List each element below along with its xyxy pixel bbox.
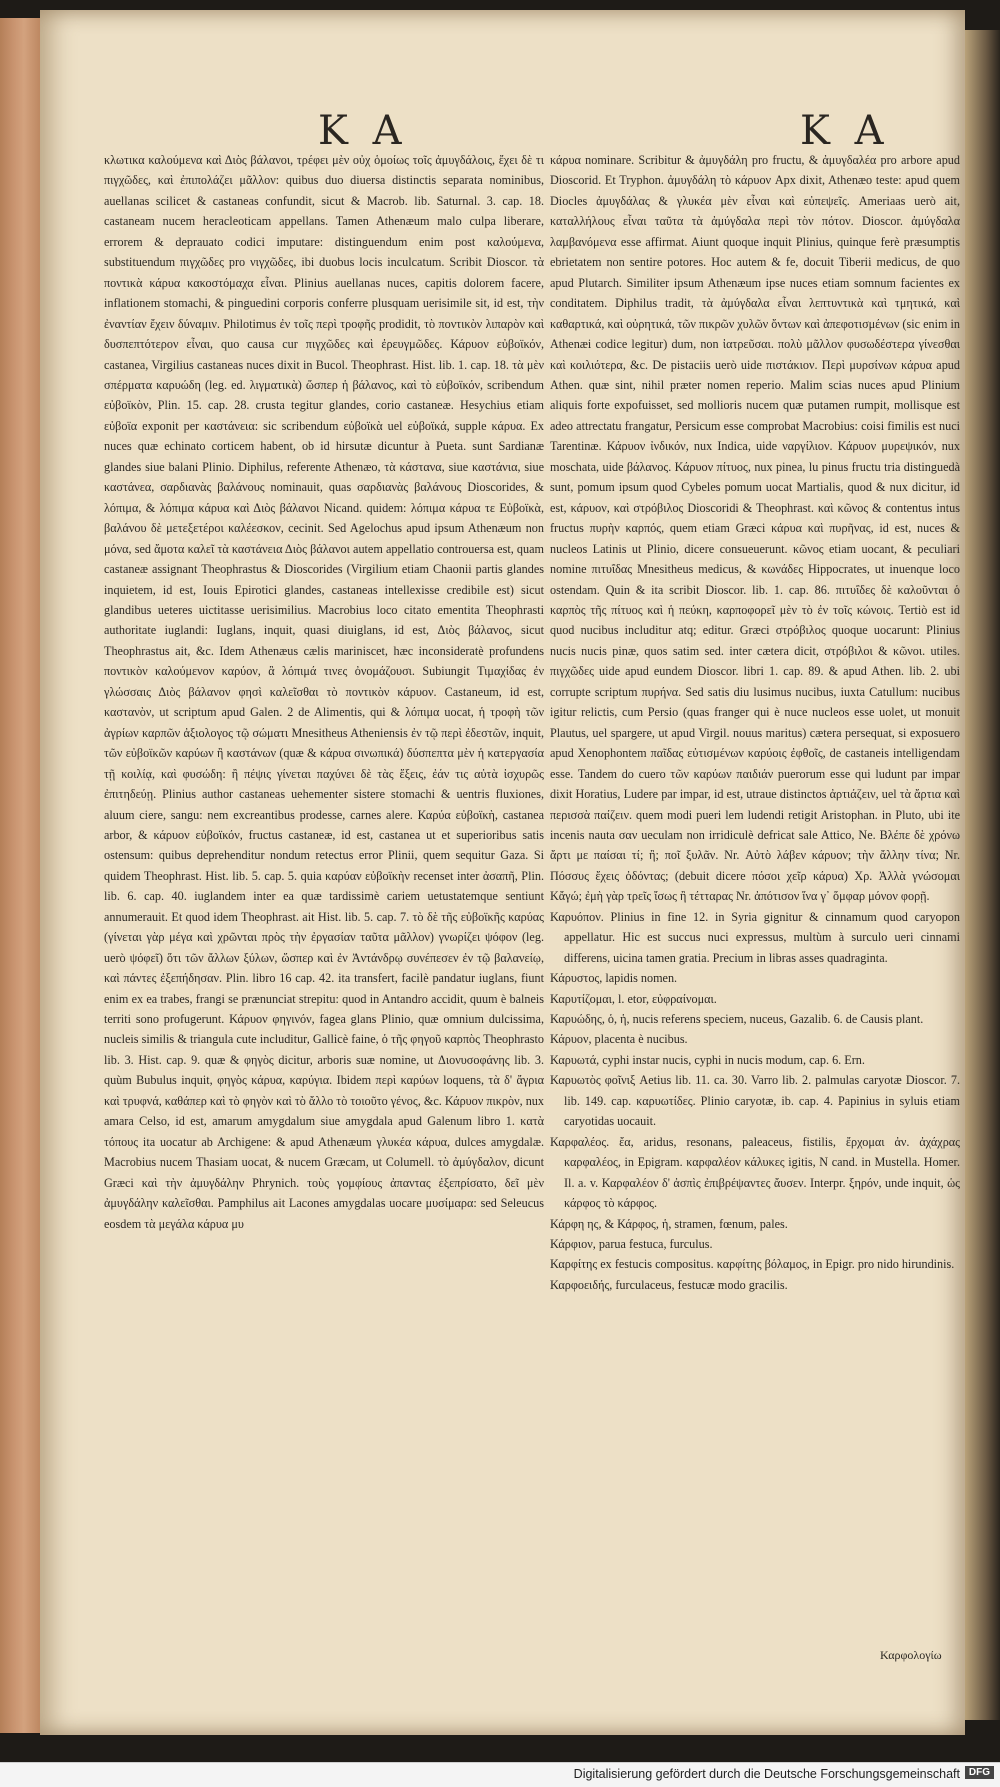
dictionary-entry: Κάρυον, placenta è nucibus. bbox=[550, 1032, 688, 1047]
dictionary-entry: Καρυωτὸς φοῖνιξ Aetius lib. 11. ca. 30. Varro lib. 2. palmulas caryotæ Dioscor. 7. lib. 149. cap. καρυωτίδες. Plinio caryotæ, ib. cap. 4. Papinius in syluis etiam caryotidas uocauit. bbox=[550, 1073, 960, 1129]
page-gutter bbox=[965, 30, 1000, 1720]
dictionary-entry: Καρφοειδής, furculaceus, festucæ modo gracilis. bbox=[550, 1277, 788, 1292]
dictionary-entry: Καρυόπον. Plinius in fine 12. in Syria gignitur & cinnamum quod caryopon appellatur. Hic est succus nuci expressus, multùm à surculo ueri cinnami differens, uicina tamen gratia. Precium in libras asses quadraginta. bbox=[550, 909, 960, 965]
dictionary-entry: Καρυτίζομαι, l. etor, εὐφραίνομαι. bbox=[550, 991, 717, 1006]
book-edge bbox=[0, 18, 42, 1733]
dictionary-entry: Κάρυστος, lapidis nomen. bbox=[550, 971, 678, 986]
running-header-right: K A bbox=[800, 108, 890, 154]
dictionary-entry: Καρυώδης, ὁ, ἡ, nucis referens speciem, nuceus, Gazalib. 6. de Causis plant. bbox=[550, 1012, 924, 1027]
dictionary-entry: Καρφαλέος. ἔα, aridus, resonans, paleaceus, fistilis, ἔρχομαι ἀν. ἀχάχρας καρφαλέος, in Epigram. καρφαλέον κάλυκες igitis, N cand. in Mustella. Homer. Il. a. v. Καρφαλέον δ' ἀσπὶς ἐπιβρέψαντες ἄυσεν. Interpr. ξηρόν, unde inquit, ὡς κάρφος τὸ κάρφος. bbox=[550, 1134, 960, 1211]
right-column-text: κάρυα nominare. Scribitur & ἀμυγδάλη pro fructu, & ἀμυγδαλέα pro arbore apud Dioscorid. Et Tryphon. ἀμυγδάλη τὸ κάρυον Apx dixit, Athenæo teste: apud quem Diocles ἀμυγδάλας & γλυκέα μὲν εἶναι καὶ εὐπεψεῖς. Ameriaas uerò ait, καταλλήλους εἶναι ταῦτα τὰ ἀμύγδαλα περὶ τὸν πότον. Dioscor. ἀμύγδαλα λαμβανόμενα esse affirmat. Aiunt quoque inquit Plinius, quinque ferè præsumptis ebrietatem non sentire potores. Hoc autem & fe, docuit Tiberii medicus, de quo apud Plutarch. Similiter ipsum Athenæum ipse nuces etiam somnum facientes ex conditatem. Diphilus tradit, τὰ ἀμύγδαλα εἶναι λεπτυντικὰ καὶ τμητικά, καὶ καθαρτικά, καὶ οὐρητικά, τῶν πικρῶν χυλῶν ὄντων καὶ ἀπεφοτισμένων (sic enim in Athenæi codice legitur) dum, non ἰατρεῦσαι. πολὺ μᾶλλον φυσωδέστερα γίνεσθαι καὶ κοιλιότερα, &c. De pistaciis uerò uide πιστάκιον. Περὶ μυρσίνων κάρυα apud Athen. quæ sint, nihil præter nomen reperio. Malim scias nuces apud Plinium aliquis forte expofuisset, sed mollioris nucem quæ putamen rumpit, mollisque est adeo attrectatu frangatur, Persicum esse comprobat Macrobius: coisi fimilis est nuci Tarentinæ. Κάρυον ἰνδικόν, nux Indica, uide ναργίλιον. Κάρυον μυρεψικόν, nux moschata, uide βάλανος. Κάρυον πίτυος, nux pinea, lu pinus fructu tria distinguedà sunt, pomum ipsum quod Cybeles pomum uocat Martialis, quod & nux dicitur, id est, κάρυον, καὶ στρόβιλος Dioscoridi & Theophrast. καὶ κῶνος & contentus intus fructus πυρὴν καρπός, quem etiam Græci κάρυα καὶ πυρῆνας, id est, nuces & nucleos Latinis ut Plinio, dicere consueuerunt. κῶνος etiam uocant, & peculiari nomine πιτυΐδας Mnesitheus medicus, & κωνάδες Hippocrates, ut inuenque loco ostendam. Quin & ita scribit Dioscor. lib. 1. cap. 86. πιτυΐδες δὲ καλοῦνται ὁ καρπὸς τῆς πίτυος καὶ ἡ πεύκη, καρποφορεῖ μὲν τὸ ἐν τοῖς κώνοις. Tertiò est id quod nucibus includitur atq; editur. Græci στρόβιλος quoque uocarunt: Plinius nucis nucis pinæ, quos satim sed. inter cætera dicit, στρόβιλοι & κῶνοι. utiles. πιγχῶδες uide apud eundem Dioscor. libri 1. cap. 89. & apud Athen. lib. 2. ubi corrupte scriptum πυρήνα. Sed satis diu lusimus nucibus, iuxta Catullum: nucibus igitur relictis, cum Persio (quas franger qui è nuce nucleos esse uolet, ut monuit Plautus, uel spargere, ut apud Virgil. nouus maritus) cætera persequat, si exposuero apud Xenophontem παῖδας εὐτισμένων καρύοις ἐφθοῖς, de castaneis intelligendam esse. Tandem do cuero τῶν καρύων παιδιάν puerorum esse qui ludunt par impar dixit Horatius, Ludere par impar, id est, utraue distinctos ἀρτιάζειν, uel τὰ ἄρτια καὶ περισσὰ παίζειν. quem modi pueri lem ludendi retigit Aristophan. in Pluto, ubi ite incenis nauta σαν ueculam non irridiculè defricat sale Attico, Ne. Βλέπε δὲ χρόνω ἄρτι με παίσαι τί; ἢ; ποῖ ξυλᾶν. Nr. Αὐτὸ λάβεν κάρυον; τὴν ἄλλην τίνα; Nr. Πόσσυς ἔχεις ὀδόντας; (debuit dicere πόσοι χεῖρ κάρυα) Χρ. Ἀλλὰ γνώσομαι Κἄγώ; ἐμὴ γὰρ τρεῖς ἴσως ἢ τέτταρας Nr. ἀπότισον ἵνα γ᾽ ὅμφαρ μόνον φορῇ. bbox=[550, 153, 960, 904]
dictionary-entry: Καρφίτης ex festucis compositus. καρφίτης βόλαμος, in Epigr. pro nido hirundinis. bbox=[550, 1257, 955, 1272]
right-column bbox=[550, 150, 960, 1295]
funding-credit: Digitalisierung gefördert durch die Deutsche Forschungsgemeinschaft bbox=[573, 1767, 960, 1781]
dictionary-entry: Κάρφιον, parua festuca, furculus. bbox=[550, 1237, 713, 1252]
footer-bar bbox=[0, 1762, 1000, 1787]
left-column bbox=[104, 150, 544, 1234]
dictionary-entry: Καρυωτά, cyphi instar nucis, cyphi in nucis modum, cap. 6. Ern. bbox=[550, 1052, 865, 1067]
catchword: Καρφολογίω bbox=[880, 1648, 942, 1662]
left-column-text: κλωτικα καλούμενα καὶ Διὸς βάλανοι, τρέφει μὲν οὐχ ὁμοίως τοῖς ἀμυγδάλοις, ἔχει δὲ τι πιγχῶδες, καὶ ἐπιπολάζει μᾶλλον: quibus duo diuersa distinctis separata nominibus, auellanas scilicet & castaneas confundit, sicut & Macrob. lib. Saturnal. 3. cap. 18. castaneam nucem heracleoticam appellans. Tamen Athenæum malo culpa liberare, errorem & deprauato codici imputare: distinguendum enim post καλούμενα, substituendum πιγχῶδες pro νιγχῶδες, ibi duobus locis inculcatum. Scribit Dioscor. τὰ ποντικὰ κάρυα κακοστόμαχα εἶναι. Plinius auellanas nuces, capitis dolorem facere, inflationem stomachi, & pinguedini corporis conferre plusquam uerisimile sit, id est, τὴν ἐναντίαν ἔχειν δύναμιν. Philotimus ἐν τοῖς περὶ τροφῆς prodidit, τὸ ποντικὸν λιπαρὸν καὶ δυσπεπτότερον εἶναι, quo causa cur πιγχῶδες καὶ ἐρευγμῶδες. Κάρυον εὐβοϊκόν, castanea, Virgilius castaneas nuces dixit in Bucol. Theophrast. Hist. lib. 1. cap. 18. τὰ μὲν σπέρματα καρυώδη (leg. ed. λιγματικὰ) ὥσπερ ἡ βάλανος, καὶ τὸ εὐβοϊκόν, scribendum εὐβοϊκὸν, Plin. 15. cap. 28. crusta tegitur glandes, corio castaneæ. Hesychius etiam εὐβοϊα exponit per καστάνεια: sic scribendum εὐβοϊκὰ uel εὐβοϊκά, supple κάρυα. Ex nuces quæ echinato corticem habent, ob id hirsutæ dicuntur à Pueta. sunt Sardianæ glandes siue balani Plinio. Diphilus, referente Athenæo, τὰ κάστανα, siue καστάνια, siue καστάνεα, σαρδιανὰς βαλάνους nominauit, quas σαρδιανὰς βαλάνους Dioscorides, & λόπιμα, & λόπιμα κάρυα καὶ Διὸς βάλανοι Nicand. quidem: λόπιμα κάρυα τε Εὐβοϊκὰ, βαλάνου δὲ μετεξετέροι καλέεσκον, cecinit. Sed Agelochus apud ipsum Athenæum non μόνα, sed ἄμοτα καλεῖ τὰ καστάνεια Διὸς βάλανοι autem appellatio controuersa est, quam castaneæ assignant Theophrastus & Dioscorides (Virgilium etiam Chaonii partis glandes inquietem, id est, Iouis Epirotici glandes, castaneas intellexisse credibile est) sicut glandibus ueteres uictitasse uerisimilius. Macrobius loco citato ementita Theophrasti authoritate iuglandi: Iuglans, inquit, quasi diuiglans, id est, Διὸς βάλανος, sicut Theophrastus ait, &c. Idem Athenæus cælis mariniscet, hæc inconsideratè profundens ποντικὸν καλούμενον καρύον, ἃ λόπιμά τινες ὀνομάζουσι. Subiungit Τιμαχίδας ἐν γλώσσαις Διὸς βάλανον φησὶ καλεῖσθαι τὸ ποντικὸν κάρυον. Castaneum, id est, καστανὸν, ut scriptum apud Galen. 2 de Alimentis, qui & λόπιμα uocat, ἡ τροφὴ τῶν ἀγρίων καρπῶν ἀξιολογος τῷ σώματι Mnesitheus Atheniensis ἐν τῷ περὶ ἐδεστῶν, inquit, τῶν εὐβοϊκῶν καρύων ἢ καστάνων (quæ & κάρυα σινωπικά) δύσπεπτα μὲν ἡ κατεργασία τῇ κοιλίᾳ, καὶ φυσώδη: ἢ πέψις γίνεται παχύνει δὲ τὰς ἕξεις, ἐάν τις αὐτὰ ἰσχυρῶς ἐπιτηδεύῃ. Plinius author castaneas uehementer sistere stomachi & uentris fluxiones, aluum ciere, sangu: nem excreantibus prodesse, carnes alere. Καρύα εὐβοϊκὴ, castanea arbor, & κάρυον εὐβοϊκόν, fructus castaneæ, id est, castanea ut et superioribus satis ostensum: quibus deprehenditur nondum retectus error Plinii, quem sequitur Gaza. Si quidem Theophrast. Hist. lib. 5. cap. 5. quia καρύαν εὐβοϊκὴν recenset inter ἀσαπῆ, Plin. lib. 6. cap. 40. iuglandem inter ea quæ tardissimè cariem uetustatemque sentiunt annumerauit. Et quod idem Theophrast. ait Hist. lib. 5. cap. 7. τὸ δὲ τῆς εὐβοϊκῆς καρύας (γίνεται γὰρ μέγα καὶ χρῶνται πρὸς τὴν ἐργασίαν ταῦτα μᾶλλον) γνωρίζει ψόφον (leg. uerò ψόφεῖ) ὅτι τῶν ἄλλων ξύλων, ὥσπερ καὶ ἐν Ἀντάνδρῳ συνέπεσεν ἐν τῷ βαλανείῳ, καὶ πάντες ἐξεπήδησαν. Plin. libro 16 cap. 42. ita transfert, facilè pandatur iuglans, fiunt enim ex ea trabes, frangi se prænunciat strepitu: quod in Antandro accidit, quum è balneis territi sono profugerunt. Κάρυον φηγινόν, fagea glans Plinio, quæ omnium dulcissima, nucleis similis & triangula cute includitur, Gallicè faine, ὁ τῆς φηγοῦ καρπὸς Theophrasto lib. 3. Hist. cap. 9. quæ & φηγὸς dicitur, arboris suæ nomine, ut Διονυσοφάνης lib. 3. quùm Bubulus inquit, φηγὸς κάρυα, καρύγια. Ibidem περὶ καρύων loquens, τὰ δ' ἄγρια καὶ τρυφνά, καθάπερ καὶ τὸ φηγὸν καὶ τὸ ἄλλο τὸ τοιοῦτο γένος, &c. Κάρυον πικρὸν, nux amara Celso, id est, amarum amygdalum siue amygdala apud Galenum libro 1. κατὰ τόπους ita uocatur ab Archigene: & apud Athenæum γλυκέα κάρυα, dulces amygdalæ. Macrobius nucem Thasiam uocat, & nucem Græcam, ut Columell. τὸ ἀμύγδαλον, dicunt Græci καὶ τὴν ἀμυγδάλην Phrynich. τοὺς γομφίους ἀπαντας ἐξεπρίσατο, δεῖ μὲν ἀμυγδάλην καλεῖσθαι. Pamphilus ait Lacones amygdalas uocare μυσίμαρα: sed Seleucus eosdem τὰ μεγάλα κάρυα μυ bbox=[104, 153, 544, 1231]
running-header-left: K A bbox=[318, 108, 408, 154]
dictionary-entry: Κάρφη ης, & Κάρφος, ἡ, stramen, fœnum, pales. bbox=[550, 1216, 788, 1231]
dfg-logo: DFG bbox=[965, 1766, 994, 1779]
